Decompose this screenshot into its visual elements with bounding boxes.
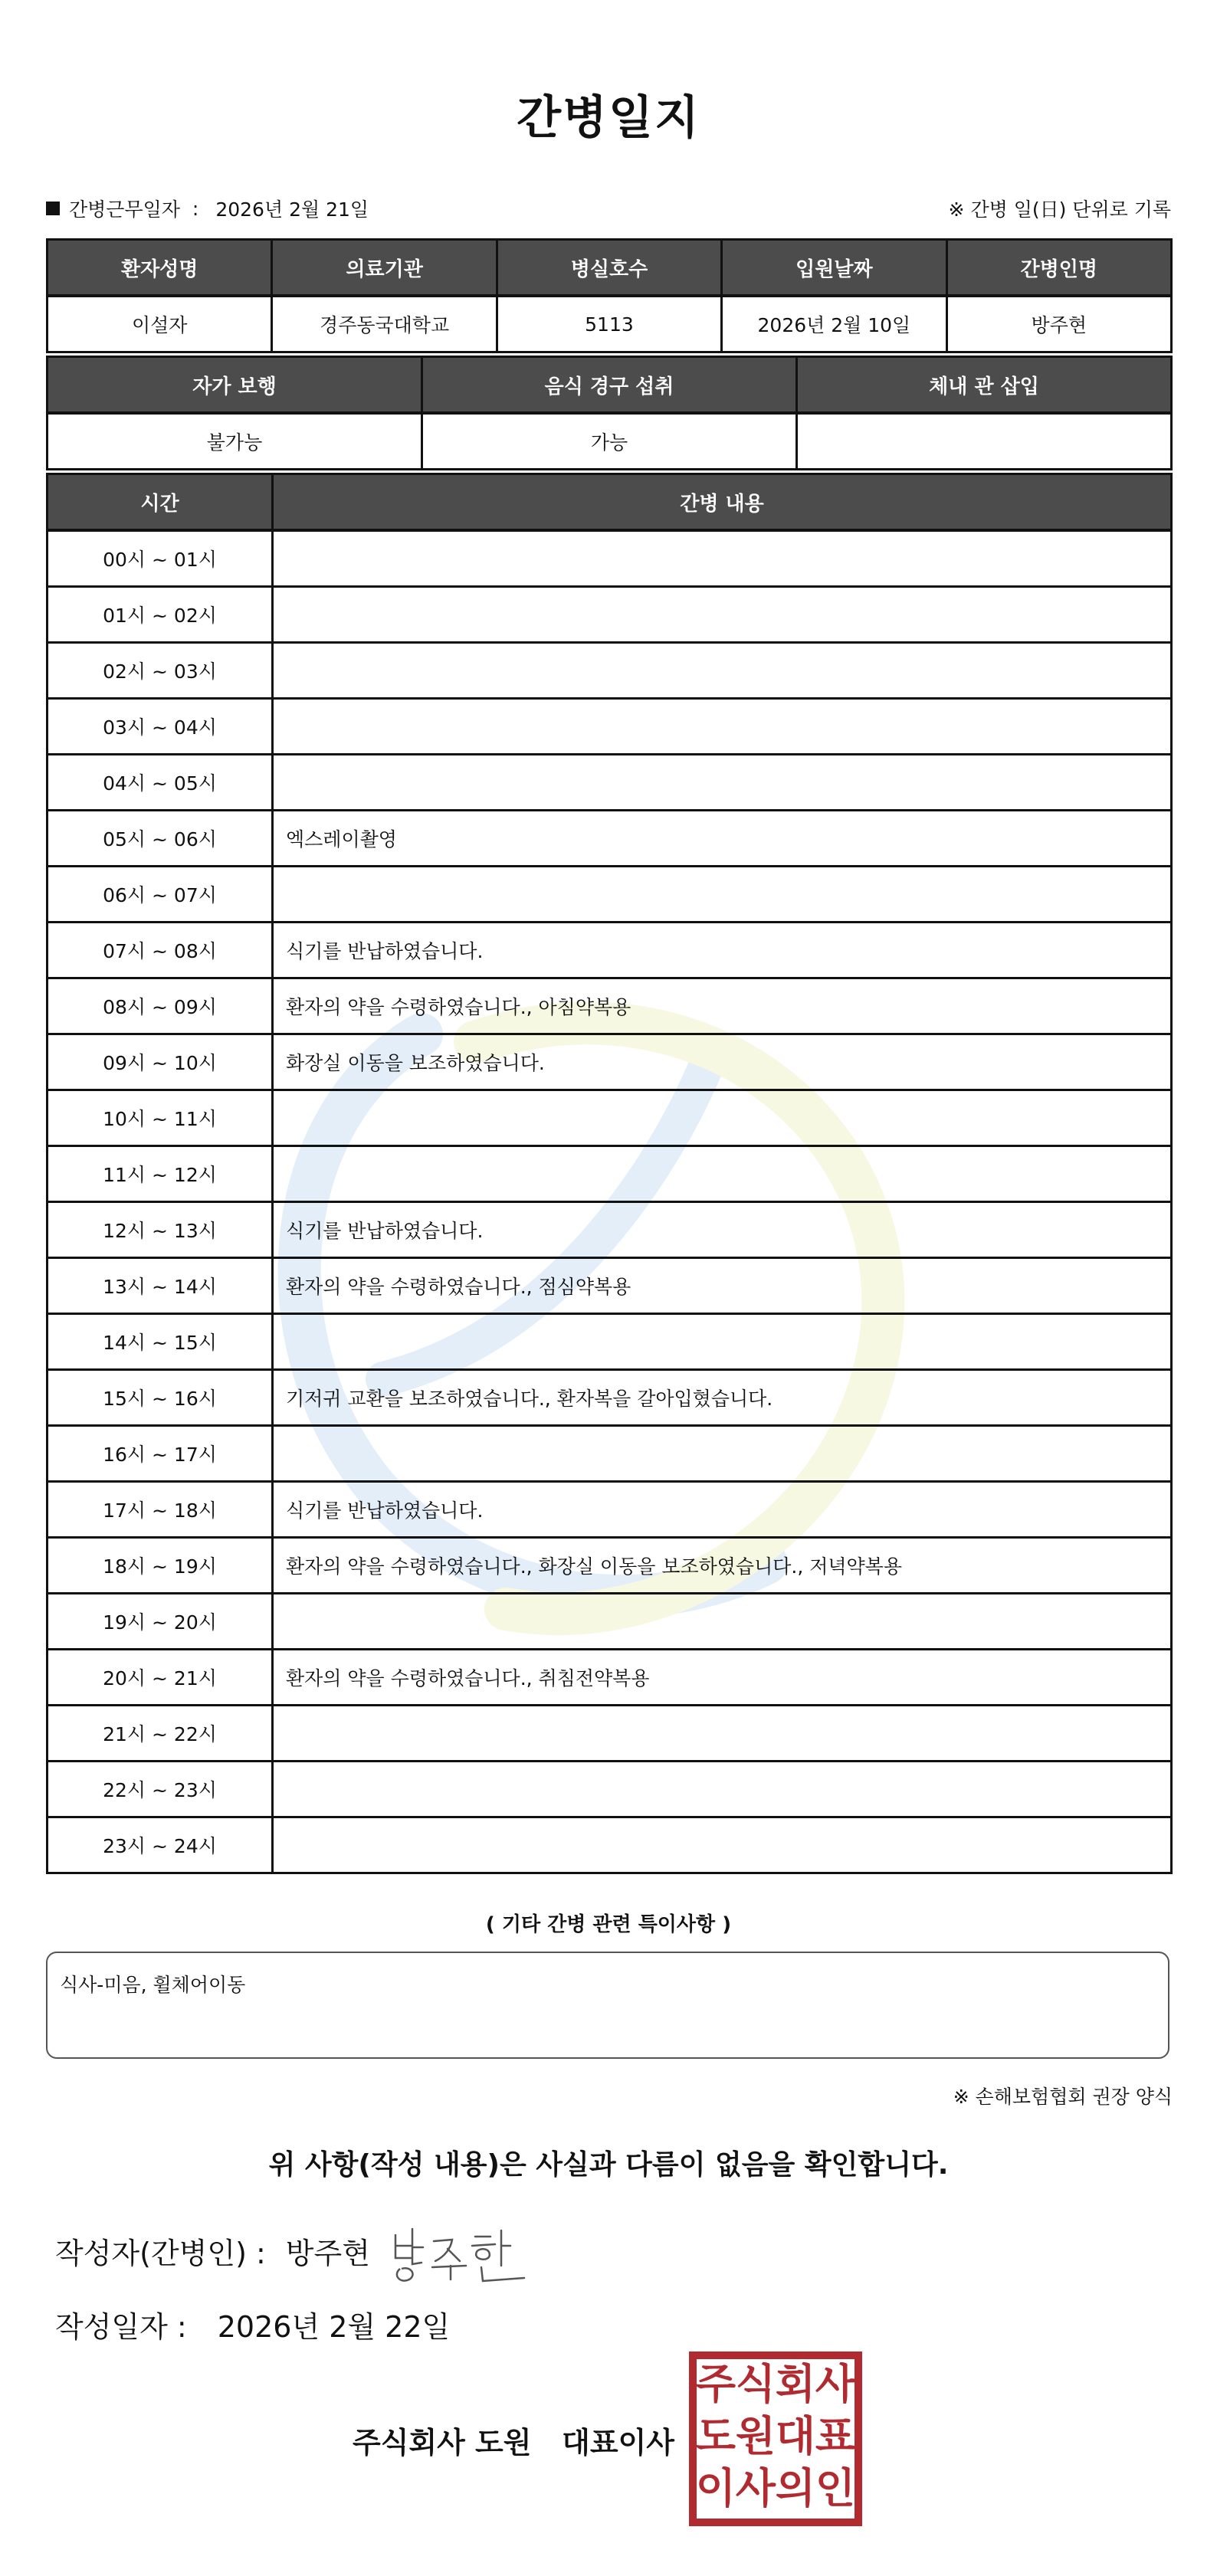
remarks-text: 식사-미음, 휠체어이동 (60, 1974, 246, 1996)
handwritten-signature (389, 2218, 535, 2287)
log-row (48, 1538, 1172, 1594)
header-hospital: 의료기관 (272, 240, 497, 297)
confirmation-statement: 위 사항(작성 내용)은 사실과 다름이 없음을 확인합니다. (268, 2149, 949, 2181)
log-row (48, 1426, 1172, 1482)
log-row (48, 1762, 1172, 1817)
seal-glyph: 원 (735, 2412, 776, 2460)
log-time: 10시 ~ 11시 (48, 1090, 273, 1146)
colon-separator: : (192, 197, 199, 220)
room-number: 5113 (497, 296, 721, 352)
work-date-value: 2026년 2월 21일 (215, 198, 369, 221)
log-content (273, 643, 1172, 699)
care-log-table (46, 473, 1173, 1874)
log-row (48, 530, 1172, 587)
log-time: 19시 ~ 20시 (48, 1594, 273, 1650)
log-row (48, 755, 1172, 811)
header-patient-name: 환자성명 (48, 240, 272, 297)
log-row (48, 867, 1172, 923)
log-row (48, 699, 1172, 755)
log-row (48, 811, 1172, 867)
company-representative: 주식회사 도원 대표이사 (353, 2426, 674, 2460)
log-content (273, 867, 1172, 923)
log-time: 14시 ~ 15시 (48, 1314, 273, 1370)
log-content (273, 1762, 1172, 1817)
written-date-label: 작성일자 : (55, 2309, 187, 2344)
log-content: 엑스레이촬영 (273, 811, 1172, 867)
log-content (273, 1817, 1172, 1873)
log-time: 03시 ~ 04시 (48, 699, 273, 755)
log-time: 13시 ~ 14시 (48, 1258, 273, 1314)
header-walking: 자가 보행 (48, 357, 422, 414)
written-date-value: 2026년 2월 22일 (217, 2309, 451, 2344)
seal-glyph: 도 (695, 2412, 736, 2460)
log-row (48, 1034, 1172, 1090)
log-row (48, 1594, 1172, 1650)
remarks-title: ( 기타 간병 관련 특이사항 ) (485, 1913, 732, 1936)
header-oral-intake: 음식 경구 섭취 (422, 357, 797, 414)
log-time: 04시 ~ 05시 (48, 755, 273, 811)
record-note: ※ 간병 일(日) 단위로 기록 (948, 198, 1171, 221)
log-time: 01시 ~ 02시 (48, 587, 273, 643)
seal-glyphs (696, 2360, 856, 2512)
header-admission-date: 입원날짜 (722, 240, 946, 297)
care-log-body (48, 530, 1172, 1873)
log-time: 15시 ~ 16시 (48, 1370, 273, 1426)
log-row (48, 978, 1172, 1034)
log-time: 20시 ~ 21시 (48, 1650, 273, 1706)
admission-date: 2026년 2월 10일 (722, 296, 946, 352)
log-time: 21시 ~ 22시 (48, 1706, 273, 1762)
written-date-line (55, 2297, 450, 2351)
log-row (48, 1650, 1172, 1706)
log-row (48, 1370, 1172, 1426)
log-time: 18시 ~ 19시 (48, 1538, 273, 1594)
header-care-content: 간병 내용 (273, 474, 1172, 531)
seal-glyph: 식 (735, 2360, 776, 2408)
log-time: 07시 ~ 08시 (48, 923, 273, 978)
caregiver-name: 방주현 (946, 296, 1171, 352)
log-content (273, 1426, 1172, 1482)
log-content (273, 587, 1172, 643)
header-room: 병실호수 (497, 240, 721, 297)
patient-info-table (46, 238, 1173, 353)
seal-glyph: 회 (775, 2360, 816, 2408)
walking-value: 불가능 (48, 413, 422, 470)
log-content: 기저귀 교환을 보조하였습니다., 환자복을 갈아입혔습니다. (273, 1370, 1172, 1426)
log-content: 환자의 약을 수령하였습니다., 점심약복용 (273, 1258, 1172, 1314)
log-row (48, 1202, 1172, 1258)
log-time: 00시 ~ 01시 (48, 530, 273, 587)
company-seal-stamp (688, 2351, 863, 2527)
log-row (48, 587, 1172, 643)
log-content (273, 755, 1172, 811)
seal-glyph: 사 (815, 2360, 856, 2408)
writer-label: 작성자(간병인) : (55, 2236, 266, 2270)
abilities-table (46, 356, 1173, 470)
patient-name: 이설자 (48, 296, 272, 352)
log-content: 화장실 이동을 보조하였습니다. (273, 1034, 1172, 1090)
log-time: 16시 ~ 17시 (48, 1426, 273, 1482)
log-time: 05시 ~ 06시 (48, 811, 273, 867)
tube-insertion-value (797, 413, 1172, 470)
remarks-box (46, 1952, 1169, 2059)
form-note: ※ 손해보험협회 권장 양식 (953, 2086, 1173, 2108)
header-tube-insertion: 체내 관 삽입 (797, 357, 1172, 414)
seal-glyph: 의 (775, 2464, 816, 2512)
document-title: 간병일지 (517, 91, 700, 145)
seal-glyph: 표 (815, 2412, 856, 2460)
work-date-label: 간병근무일자 (69, 198, 180, 221)
square-bullet-icon (46, 202, 60, 215)
log-time: 12시 ~ 13시 (48, 1202, 273, 1258)
log-row (48, 1706, 1172, 1762)
oral-intake-value: 가능 (422, 413, 797, 470)
seal-glyph: 사 (735, 2464, 776, 2512)
log-row (48, 1817, 1172, 1873)
work-date (46, 195, 369, 222)
log-content (273, 1706, 1172, 1762)
log-content: 식기를 반납하였습니다. (273, 1202, 1172, 1258)
log-row (48, 923, 1172, 978)
log-content: 환자의 약을 수령하였습니다., 취침전약복용 (273, 1650, 1172, 1706)
log-time: 02시 ~ 03시 (48, 643, 273, 699)
log-row (48, 1314, 1172, 1370)
log-content (273, 530, 1172, 587)
log-time: 11시 ~ 12시 (48, 1146, 273, 1202)
seal-glyph: 이 (695, 2464, 736, 2512)
log-content (273, 1146, 1172, 1202)
log-time: 22시 ~ 23시 (48, 1762, 273, 1817)
log-time: 06시 ~ 07시 (48, 867, 273, 923)
seal-glyph: 대 (775, 2412, 816, 2460)
log-row (48, 1090, 1172, 1146)
seal-glyph: 주 (695, 2360, 736, 2408)
log-row (48, 1258, 1172, 1314)
log-content: 환자의 약을 수령하였습니다., 화장실 이동을 보조하였습니다., 저녁약복용 (273, 1538, 1172, 1594)
log-content: 환자의 약을 수령하였습니다., 아침약복용 (273, 978, 1172, 1034)
seal-glyph: 인 (815, 2464, 856, 2512)
writer-line (55, 2224, 370, 2277)
log-time: 08시 ~ 09시 (48, 978, 273, 1034)
log-content (273, 1594, 1172, 1650)
log-time: 23시 ~ 24시 (48, 1817, 273, 1873)
meta-row (46, 192, 1171, 225)
log-time: 09시 ~ 10시 (48, 1034, 273, 1090)
log-content (273, 1314, 1172, 1370)
log-content (273, 1090, 1172, 1146)
header-time: 시간 (48, 474, 273, 531)
log-content (273, 699, 1172, 755)
log-content: 식기를 반납하였습니다. (273, 923, 1172, 978)
log-time: 17시 ~ 18시 (48, 1482, 273, 1538)
hospital-name: 경주동국대학교 (272, 296, 497, 352)
log-row (48, 643, 1172, 699)
log-row (48, 1146, 1172, 1202)
header-caregiver: 간병인명 (946, 240, 1171, 297)
writer-name: 방주현 (285, 2236, 370, 2270)
log-content: 식기를 반납하였습니다. (273, 1482, 1172, 1538)
log-row (48, 1482, 1172, 1538)
